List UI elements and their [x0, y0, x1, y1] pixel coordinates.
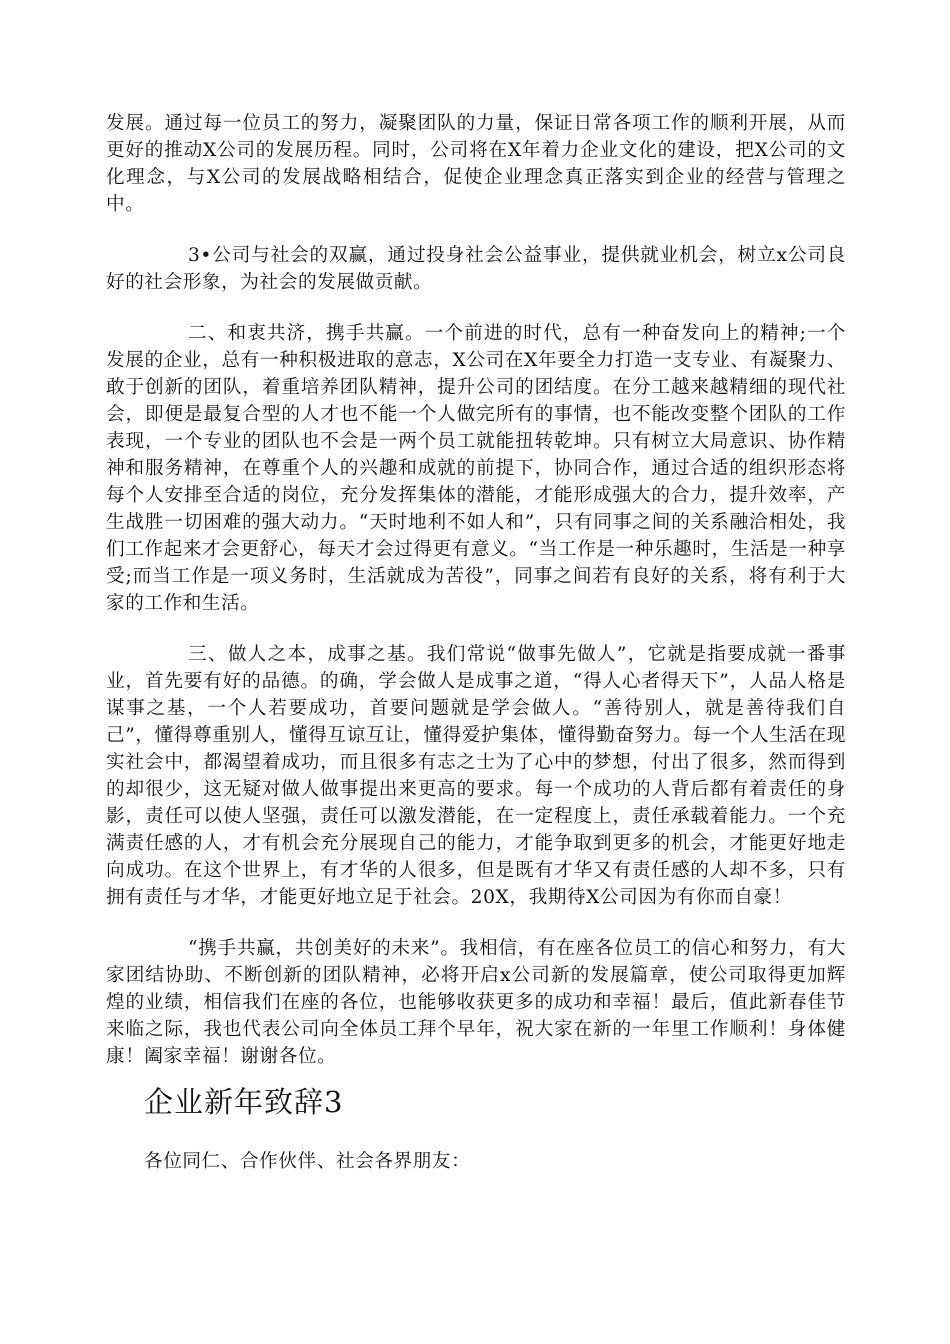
document-body — [106, 110, 846, 1175]
paragraph-continuation: 发展。通过每一位员工的努力，凝聚团队的力量，保证日常各项工作的顺利开展，从而更好的推动X公司的发展历程。同时，公司将在X年着力企业文化的建设，把X公司的文化理念，与X公司的发展战略相结合，促使企业理念真正落实到企业的经营与管理之中。 — [106, 113, 846, 215]
paragraph-gap — [106, 911, 846, 935]
paragraph-item-3: 3•公司与社会的双赢，通过投身社会公益事业，提供就业机会，树立x公司良好的社会形象，为社会的发展做贡献。 — [106, 245, 846, 293]
salutation: 各位同仁、合作伙伴、社会各界朋友： — [144, 1151, 471, 1172]
paragraph-closing: “携手共赢，共创美好的未来”。我相信，有在座各位员工的信心和努力，有大家团结协助、不断创新的团队精神，必将开启x公司新的发展篇章，使公司取得更加辉煌的业绩，相信我们在座的各位，也能够收获更多的成功和幸福！最后，值此新春佳节来临之际，我也代表公司向全体员工拜个早年，祝大家在新的一年里工作顺利！身体健康！阖家幸福！谢谢各位。 — [106, 938, 846, 1067]
section-heading: 企业新年致辞3 — [144, 1085, 344, 1119]
paragraph-section-2: 二、和衷共济，携手共赢。一个前进的时代，总有一种奋发向上的精神;一个发展的企业，总有一种积极进取的意志，X公司在X年要全力打造一支专业、有凝聚力、敢于创新的团队，着重培养团队精神，提升公司的团结度。在分工越来越精细的现代社会，即便是最复合型的人才也不能一个人做完所有的事情，也不能改变整个团队的工作表现，一个专业的团队也不会是一两个员工就能扭转乾坤。只有树立大局意识、协作精神和服务精神，在尊重个人的兴趣和成就的前提下，协同合作，通过合适的组织形态将每个人安排至合适的岗位，充分发挥集体的潜能，才能形成强大的合力，提升效率，产生战胜一切困难的强大动力。“天时地利不如人和”，只有同事之间的关系融洽相处，我们工作起来才会更舒心，每天才会过得更有意义。“当工作是一种乐趣时，生活是一种享受;而当工作是一项义务时，生活就成为苦役”，同事之间若有良好的关系，将有利于大家的工作和生活。 — [106, 323, 846, 614]
paragraph-gap — [106, 296, 846, 320]
paragraph-gap — [106, 218, 846, 242]
paragraph-gap — [106, 617, 846, 641]
paragraph-section-3: 三、做人之本，成事之基。我们常说“做事先做人”，它就是指要成就一番事业，首先要有好的品德。的确，学会做人是成事之道，“得人心者得天下”，人品人格是谋事之基，一个人若要成功，首要问题就是学会做人。“善待别人，就是善待我们自己”，懂得尊重别人，懂得互谅互让，懂得爱护集体，懂得勤奋努力。每一个人生活在现实社会中，都渴望着成功，而且很多有志之士为了心中的梦想，付出了很多，然而得到的却很少，这无疑对做人做事提出来更高的要求。每一个成功的人背后都有着责任的身影，责任可以使人坚强，责任可以激发潜能，在一定程度上，责任承载着能力。一个充满责任感的人，才有机会充分展现自己的能力，才能争取到更多的机会，才能更好地走向成功。在这个世界上，有才华的人很多，但是既有才华又有责任感的人却不多，只有拥有责任与才华，才能更好地立足于社会。20X，我期待X公司因为有你而自豪！ — [106, 644, 846, 908]
